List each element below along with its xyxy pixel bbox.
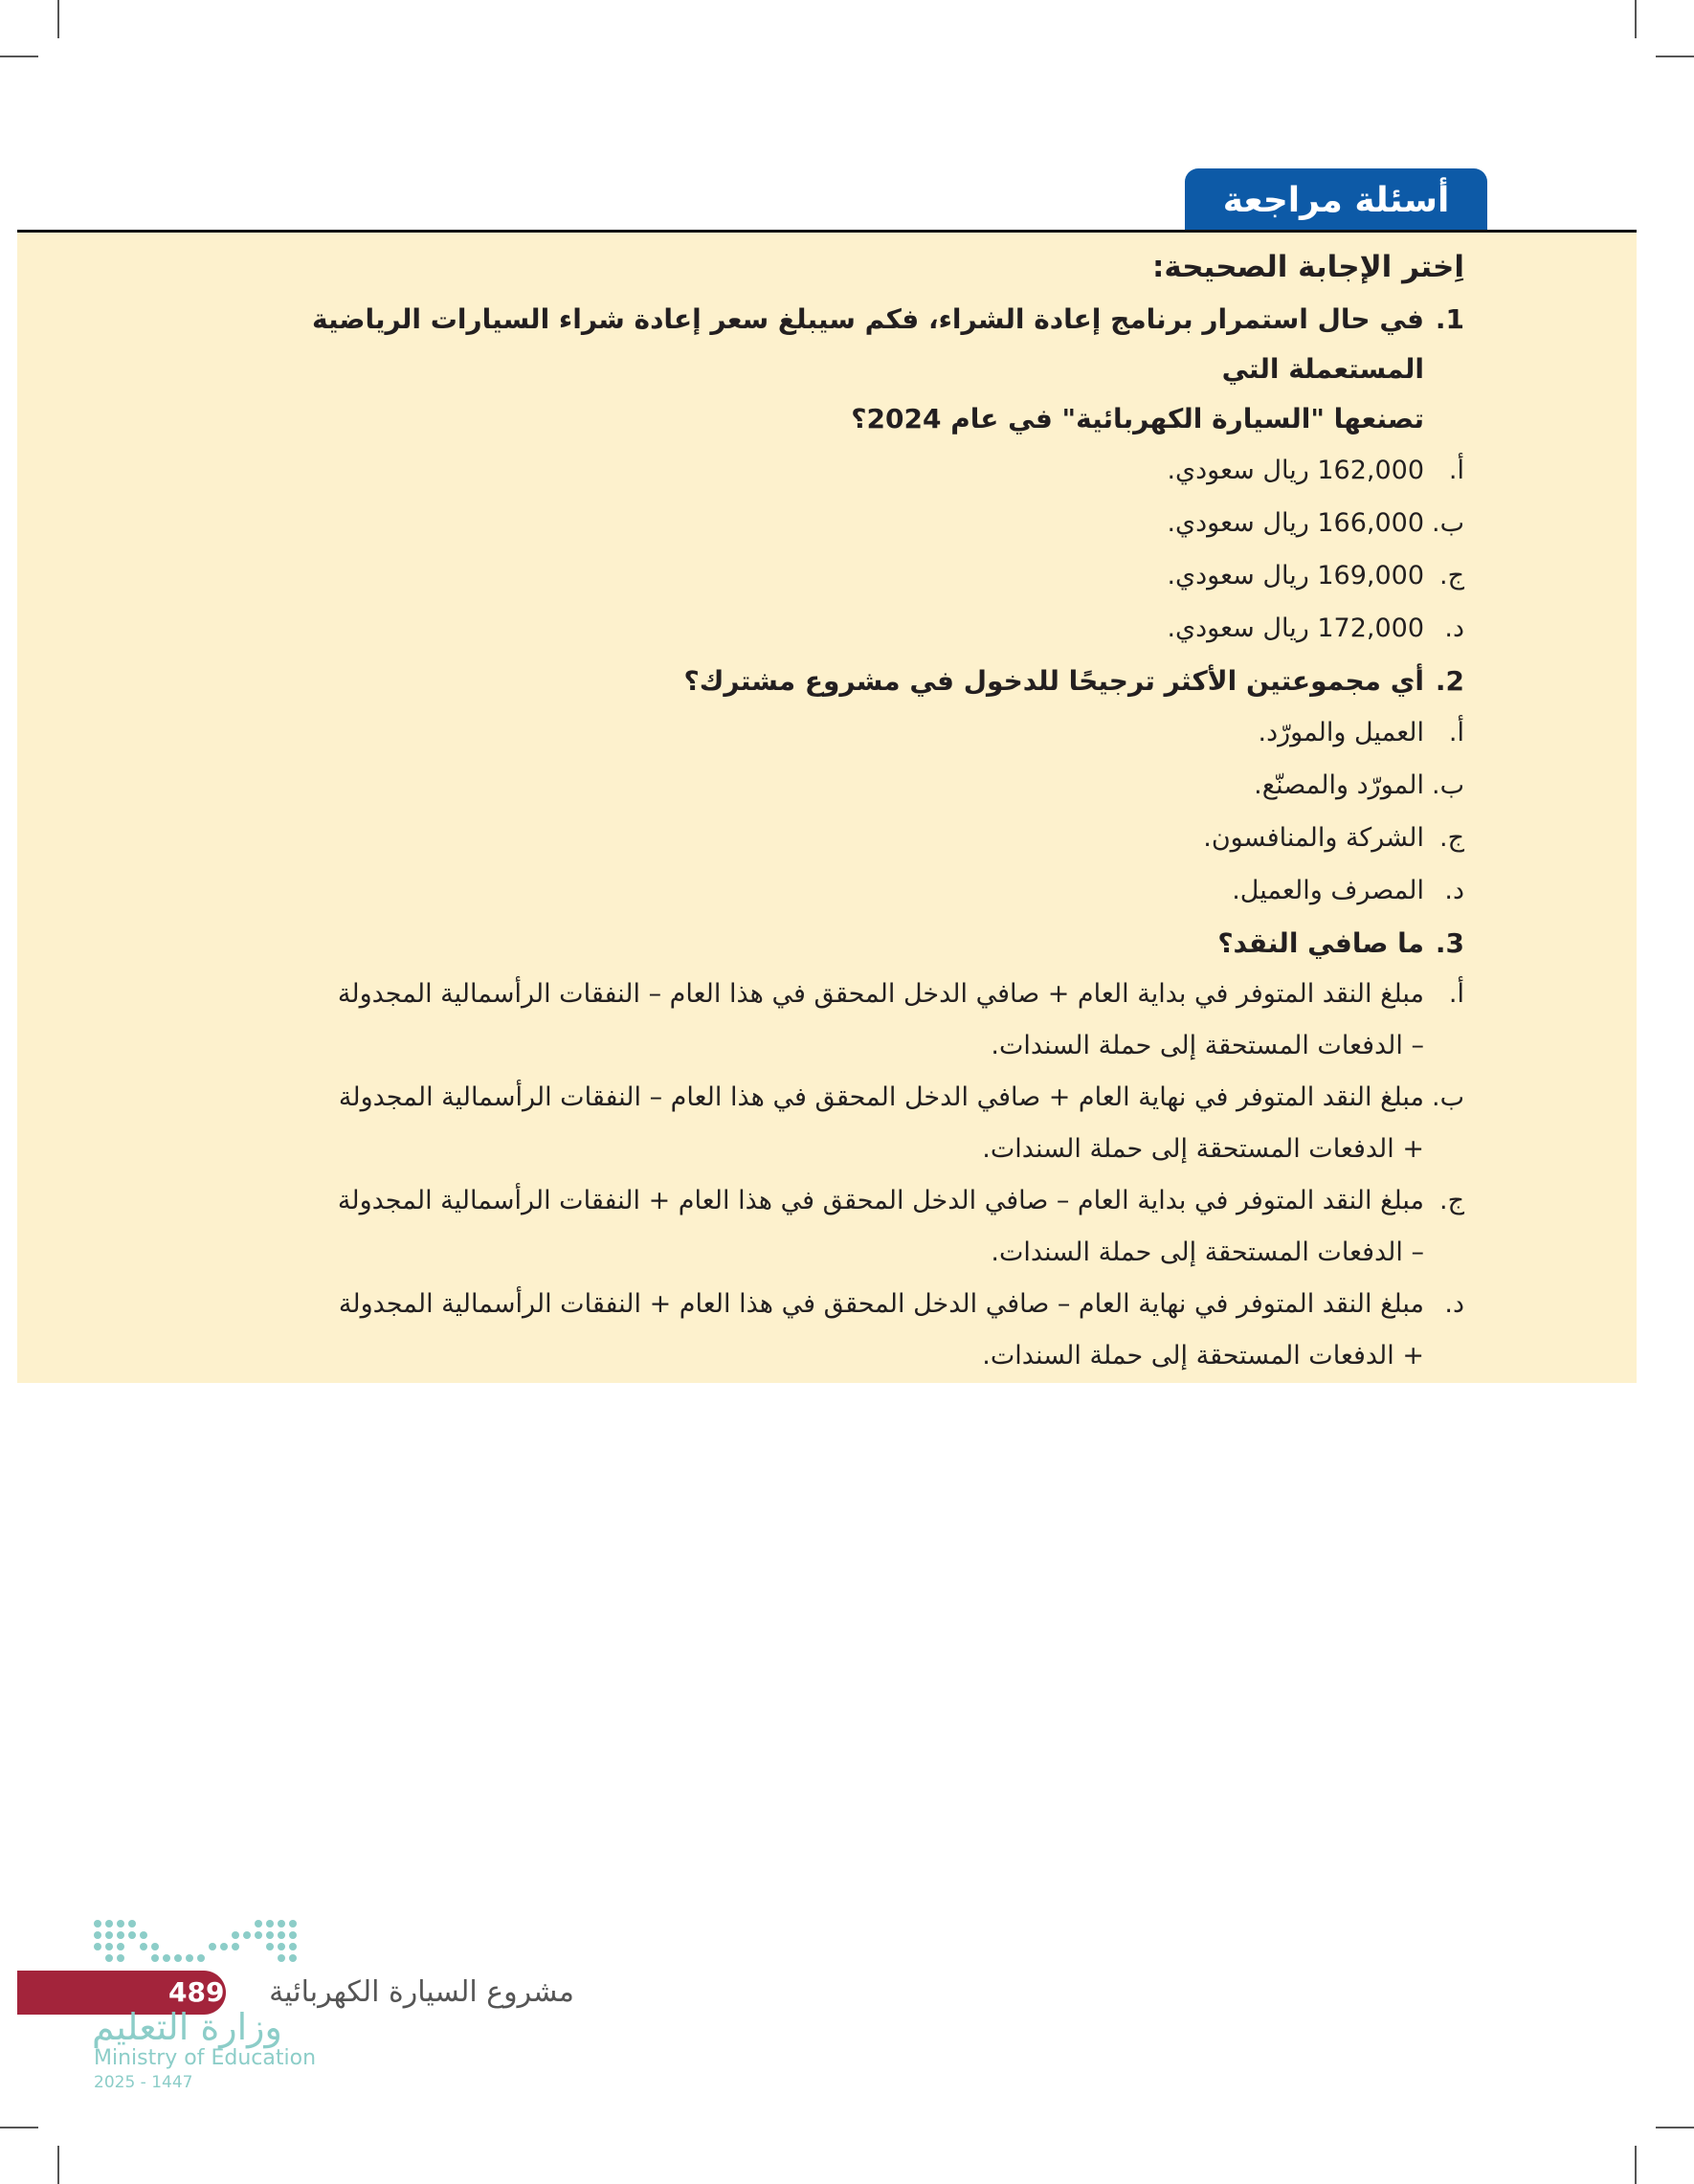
edition-year: 2025 - 1447 — [94, 2073, 193, 2092]
option-text: المصرف والعميل. — [1232, 876, 1424, 905]
question-text: تصنعها "السيارة الكهربائية" في عام 2024؟ — [851, 403, 1424, 435]
option — [182, 1072, 1464, 1175]
question-1 — [182, 295, 1464, 444]
ministry-logo-dots-icon — [92, 1918, 302, 1970]
option-text: 169,000 ريال سعودي. — [1167, 561, 1424, 591]
crop-mark — [1635, 0, 1637, 38]
crop-mark — [1635, 2146, 1637, 2184]
option-text: العميل والمورّد. — [1258, 718, 1424, 747]
question-number: 2. — [1435, 665, 1464, 697]
instruction: اِختر الإجابة الصحيحة: — [1152, 250, 1464, 284]
option-letter: ب. — [1431, 770, 1464, 800]
option-text: المورّد والمصنّع. — [1254, 770, 1424, 800]
section-title-tab: أسئلة مراجعة — [1185, 168, 1487, 234]
option — [182, 444, 1464, 497]
question-3 — [182, 919, 1464, 969]
option-letter: ج. — [1438, 823, 1464, 853]
option-text: مبلغ النقد المتوفر في نهاية العام + صافي الدخل المحقق في هذا العام – النفقات الرأسمالية المجدولة — [338, 1082, 1424, 1112]
question-number: 1. — [1435, 303, 1464, 335]
option-text: مبلغ النقد المتوفر في نهاية العام – صافي الدخل المحقق في هذا العام + النفقات الرأسمالية المجدولة — [338, 1289, 1424, 1319]
option-text: – الدفعات المستحقة إلى حملة السندات. — [991, 1237, 1424, 1267]
option-letter: د. — [1444, 876, 1464, 905]
option-text: مبلغ النقد المتوفر في بداية العام – صافي الدخل المحقق في هذا العام + النفقات الرأسمالية المجدولة — [337, 1186, 1424, 1215]
option-letter: أ. — [1448, 718, 1464, 747]
ministry-name-english: Ministry of Education — [94, 2046, 317, 2070]
book-title: مشروع السيارة الكهربائية — [269, 1975, 574, 2009]
page-number: 489 — [168, 1976, 225, 2008]
option-letter: ب. — [1431, 508, 1464, 538]
option — [182, 706, 1464, 759]
option-text: + الدفعات المستحقة إلى حملة السندات. — [982, 1341, 1424, 1371]
option — [182, 1175, 1464, 1279]
crop-mark — [1656, 56, 1694, 57]
option-letter: ب. — [1431, 1082, 1464, 1112]
crop-mark — [0, 2127, 38, 2128]
option — [182, 969, 1464, 1072]
option — [182, 864, 1464, 917]
option-text: + الدفعات المستحقة إلى حملة السندات. — [982, 1134, 1424, 1164]
option-text: 162,000 ريال سعودي. — [1167, 456, 1424, 485]
option-letter: أ. — [1448, 979, 1464, 1009]
question-number: 3. — [1435, 927, 1464, 959]
option — [182, 497, 1464, 549]
crop-mark — [57, 0, 59, 38]
ministry-name-arabic: وزارة التعليم — [92, 2006, 282, 2048]
option — [182, 759, 1464, 812]
question-text: في حال استمرار برنامج إعادة الشراء، فكم سيبلغ سعر إعادة شراء السيارات الرياضية المستعملة التي — [312, 303, 1424, 385]
option-letter: د. — [1444, 613, 1464, 643]
crop-mark — [0, 56, 38, 57]
crop-mark — [1656, 2127, 1694, 2128]
crop-mark — [57, 2146, 59, 2184]
option — [182, 1279, 1464, 1382]
option-text: الشركة والمنافسون. — [1203, 823, 1424, 853]
question-2 — [182, 657, 1464, 706]
option-text: – الدفعات المستحقة إلى حملة السندات. — [991, 1031, 1424, 1060]
option-letter: ج. — [1438, 1186, 1464, 1215]
question-text: ما صافي النقد؟ — [1217, 927, 1424, 959]
option-letter: د. — [1444, 1289, 1464, 1319]
review-questions — [182, 239, 1464, 1382]
option-text: مبلغ النقد المتوفر في بداية العام + صافي الدخل المحقق في هذا العام – النفقات الرأسمالية المجدولة — [337, 979, 1424, 1009]
option — [182, 549, 1464, 602]
question-text: أي مجموعتين الأكثر ترجيحًا للدخول في مشروع مشترك؟ — [683, 665, 1424, 697]
option-letter: ج. — [1438, 561, 1464, 591]
option — [182, 812, 1464, 864]
option-letter: أ. — [1448, 456, 1464, 485]
option — [182, 602, 1464, 655]
option-text: 172,000 ريال سعودي. — [1167, 613, 1424, 643]
option-text: 166,000 ريال سعودي. — [1167, 508, 1424, 538]
